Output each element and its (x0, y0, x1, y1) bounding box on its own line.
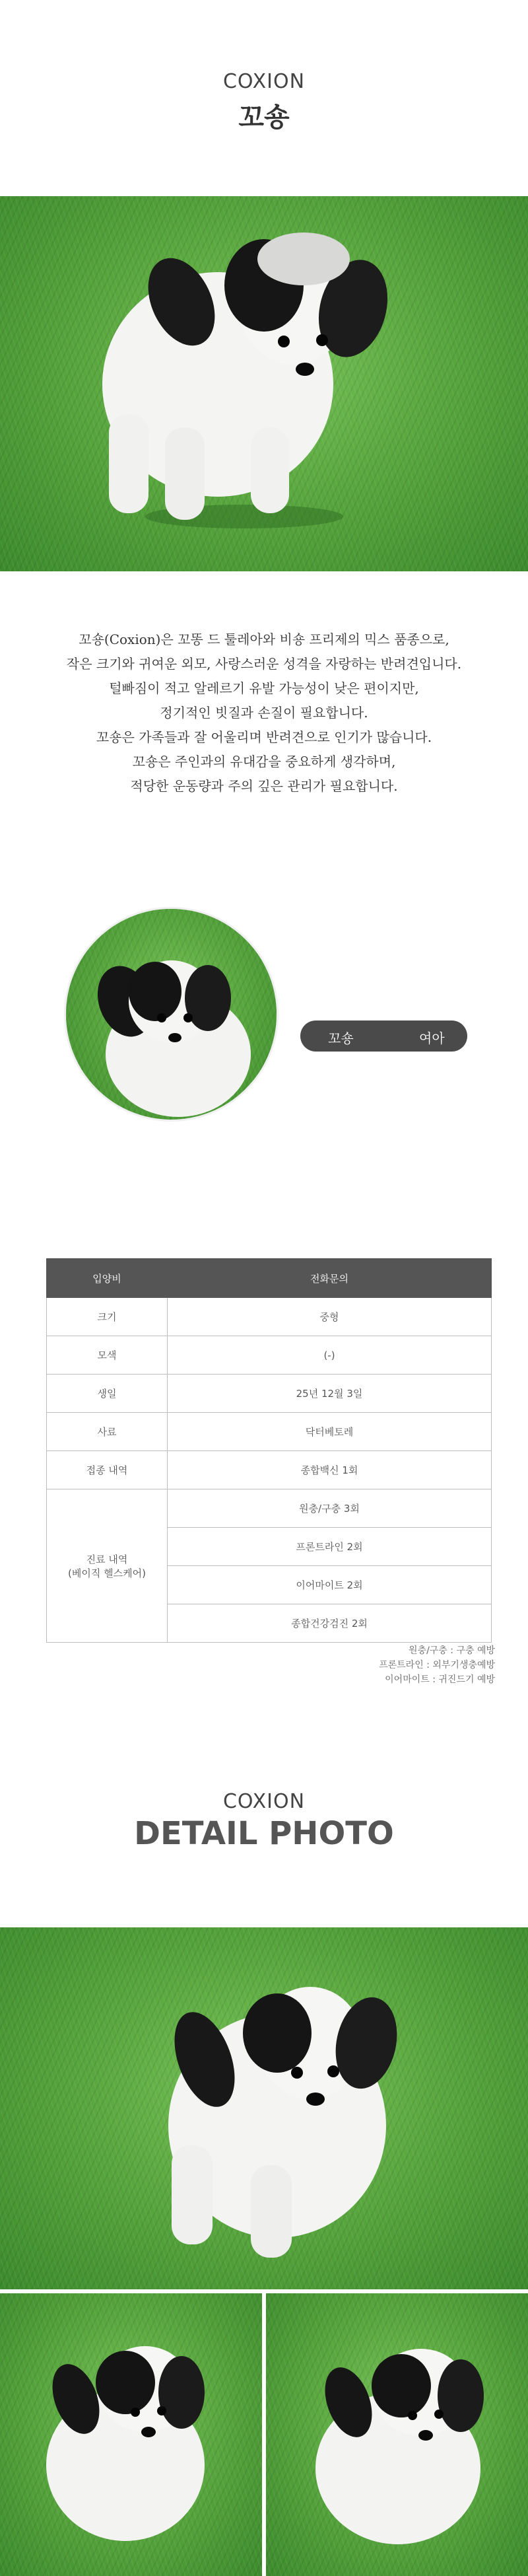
row-label: 사료 (47, 1413, 168, 1451)
header-label: 입양비 (47, 1259, 168, 1298)
care-label (47, 1489, 168, 1643)
row-label: 생일 (47, 1375, 168, 1413)
note-line: 이어마이트 : 귀진드기 예방 (385, 1674, 495, 1685)
badge-name: 꼬숑 (328, 1030, 354, 1046)
detail-brand: COXION (222, 1790, 306, 1813)
description-line: 적당한 운동량과 주의 깊은 관리가 필요합니다. (130, 778, 398, 794)
care-notes (379, 1643, 495, 1687)
info-table (46, 1258, 492, 1643)
row-label: 접종 내역 (47, 1451, 168, 1489)
description-line: 털빠짐이 적고 알레르기 유발 가능성이 낮은 편이지만, (109, 680, 419, 696)
breed-description (40, 627, 488, 799)
row-value: (-) (168, 1336, 492, 1375)
row-value: 종합백신 1회 (168, 1451, 492, 1489)
care-item: 종합건강검진 2회 (168, 1604, 492, 1643)
profile-photo (64, 907, 279, 1122)
detail-photo-right (266, 2293, 528, 2576)
badge-gender: 여아 (419, 1030, 445, 1046)
detail-photo-left (0, 2293, 262, 2576)
table-row (47, 1375, 492, 1413)
brand-name: COXION (222, 70, 306, 93)
table-row (47, 1489, 492, 1528)
breed-title: 꼬숑 (238, 102, 290, 133)
care-item: 이어마이트 2회 (168, 1566, 492, 1604)
detail-title: DETAIL PHOTO (134, 1815, 394, 1852)
row-label: 모색 (47, 1336, 168, 1375)
detail-photo-large (0, 1927, 528, 2289)
table-row (47, 1451, 492, 1489)
note-line: 원충/구충 : 구충 예방 (409, 1645, 495, 1656)
row-value: 닥터베토레 (168, 1413, 492, 1451)
care-label-line1: 진료 내역 (86, 1553, 128, 1565)
row-label: 크기 (47, 1298, 168, 1336)
description-line: 정기적인 빗질과 손질이 필요합니다. (160, 705, 368, 721)
table-row (47, 1336, 492, 1375)
description-line: 꼬숑은 가족들과 잘 어울리며 반려견으로 인기가 많습니다. (96, 729, 432, 745)
table-row (47, 1298, 492, 1336)
description-line: 꼬숑은 주인과의 유대감을 중요하게 생각하며, (132, 754, 396, 769)
care-label-line2: (베이직 헬스케어) (68, 1567, 146, 1579)
care-item: 원충/구충 3회 (168, 1489, 492, 1528)
header-value: 전화문의 (168, 1259, 492, 1298)
row-value: 25년 12월 3일 (168, 1375, 492, 1413)
care-item: 프론트라인 2회 (168, 1528, 492, 1566)
note-line: 프론트라인 : 외부기생충예방 (379, 1660, 495, 1670)
table-row (47, 1413, 492, 1451)
description-line: 꼬숑(Coxion)은 꼬똥 드 툴레아와 비숑 프리제의 믹스 품종으로, (79, 631, 449, 647)
main-puppy-photo (0, 196, 528, 571)
row-value: 중형 (168, 1298, 492, 1336)
table-header (47, 1259, 492, 1298)
description-line: 작은 크기와 귀여운 외모, 사랑스러운 성격을 자랑하는 반려견입니다. (66, 656, 462, 672)
profile-badge (300, 1020, 467, 1052)
